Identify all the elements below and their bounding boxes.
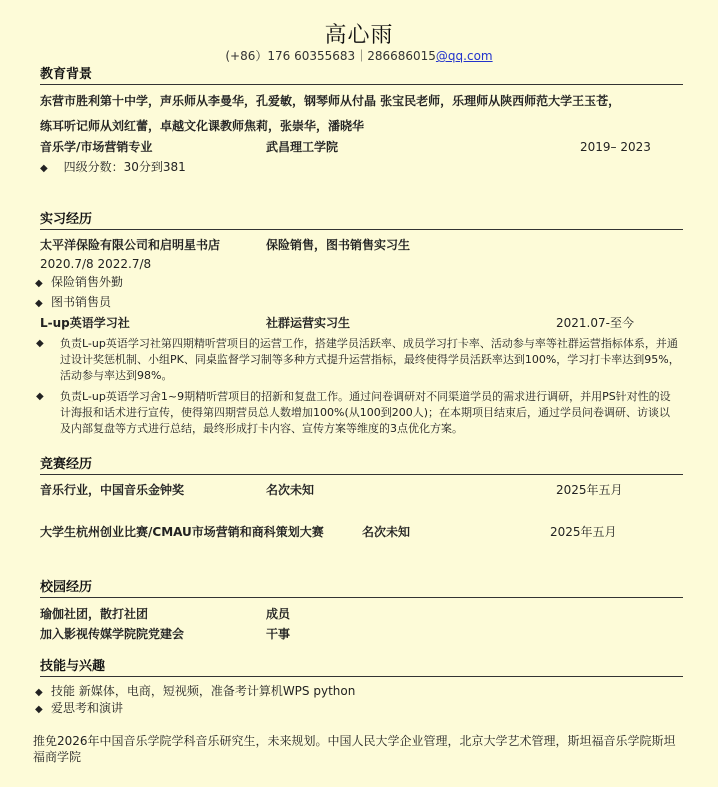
education-bullet-cet4 <box>40 159 186 177</box>
skills-bullet-1: ◆ 技能 新媒体，电商，短视频，准备考计算机WPS python <box>35 683 355 701</box>
internship-detail-2: ◆ 负责L-up英语学习舍1~9期精听营项目的招新和复盘工作。通过问卷调研对不同渠道学员的需求进行调研，并用PS针对性的设计海报和话术进行宣传，使得第四期营员总人数增加100%(从100到200人)；在本期项目结束后，通过学员问卷调研、访谈以及内部复盘等方式进行总结，最终形成打卡内容、宣传方案等维度的3点优化方案。 <box>36 390 671 435</box>
section-title-competition: 竞赛经历 <box>40 457 683 475</box>
competition-rank-2: 名次未知 <box>362 525 411 539</box>
phone-number: (+86）176 60355683 <box>225 49 356 63</box>
education-period: 2019– 2023 <box>580 140 651 154</box>
campus-org-1: 瑜伽社团，散打社团 <box>40 607 149 621</box>
campus-org-2: 加入影视传媒学院院党建会 <box>40 627 185 641</box>
candidate-name: 高心雨 <box>324 23 394 48</box>
competition-date-1: 2025年五月 <box>556 483 623 497</box>
internship-period-2: 2021.07-至今 <box>556 316 634 330</box>
section-title-internship: 实习经历 <box>40 212 683 230</box>
bullet-icon: ◆ <box>40 163 48 174</box>
skills-bullet-2: ◆ 爱思考和演讲 <box>35 700 123 718</box>
campus-role-2: 干事 <box>266 627 291 641</box>
cet4-score: 四级分数：30分到381 <box>63 160 186 174</box>
email-prefix: 286686015 <box>367 49 436 63</box>
future-plan-text: 推免2026年中国音乐学院学科音乐研究生，未来规划。中国人民大学企业管理，北京大学艺术管理，斯坦福音乐学院斯坦福商学院 <box>33 734 676 764</box>
education-major: 音乐学/市场营销专业 <box>40 140 153 154</box>
internship-role-2: 社群运营实习生 <box>266 316 351 330</box>
education-school-line-2: 练耳听记师从刘红蕾，卓越文化课教师焦莉，张崇华，潘晓华 <box>40 119 365 133</box>
internship-detail-1: ◆ 负责L-up英语学习社第四期精听营项目的运营工作，搭建学员活跃率、成员学习打卡率、活动参与率等社群运营指标体系，并通过设计奖惩机制、小组PK、同桌监督学习制等多种方式提升运营指标，最终使得学员活跃率达到100%，学习打卡率达到95%，活动参与率达到98%。 <box>36 337 680 382</box>
competition-item-2: 大学生杭州创业比赛/CMAU市场营销和商科策划大赛 <box>40 525 324 539</box>
bullet-icon: ◆ <box>35 278 43 289</box>
bullet-icon: ◆ <box>35 298 43 309</box>
bullet-icon: ◆ <box>35 687 43 698</box>
competition-item-1: 音乐行业，中国音乐金钟奖 <box>40 483 185 497</box>
contact-line <box>0 47 718 64</box>
section-title-education: 教育背景 <box>40 67 683 85</box>
contact-separator: ｜ <box>355 49 368 63</box>
education-school-line-1: 东营市胜利第十中学，声乐师从李曼华，孔爱敏，钢琴师从付晶 张宝民老师，乐理师从陕西师范大学王玉苍， <box>40 94 621 108</box>
competition-rank-1: 名次未知 <box>266 483 315 497</box>
competition-date-2: 2025年五月 <box>550 525 617 539</box>
internship-bullet-1: ◆ 保险销售外勤 <box>35 274 123 292</box>
bullet-icon: ◆ <box>36 338 44 349</box>
education-university: 武昌理工学院 <box>266 140 339 154</box>
internship-bullet-2: ◆ 图书销售员 <box>35 294 111 312</box>
campus-role-1: 成员 <box>266 607 291 621</box>
internship-company-1: 太平洋保险有限公司和启明星书店 <box>40 238 221 252</box>
internship-role-1: 保险销售，图书销售实习生 <box>266 238 411 252</box>
email-link[interactable]: @qq.com <box>435 49 493 63</box>
internship-period-1: 2020.7/8 2022.7/8 <box>40 257 152 271</box>
section-title-skills: 技能与兴趣 <box>40 659 683 677</box>
section-title-campus: 校园经历 <box>40 580 683 598</box>
bullet-icon: ◆ <box>36 391 44 402</box>
internship-company-2: L-up英语学习社 <box>40 316 130 330</box>
bullet-icon: ◆ <box>35 704 43 715</box>
